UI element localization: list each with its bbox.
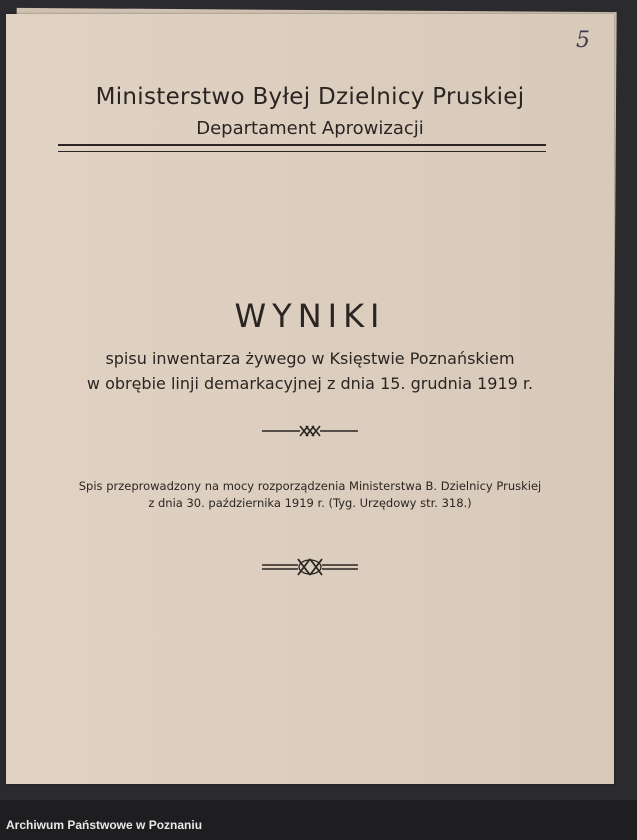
- header-double-rule: [58, 144, 546, 152]
- subtitle-line-1: spisu inwentarza żywego w Księstwie Poznańskiem: [105, 349, 515, 368]
- ministry-name: Ministerstwo Byłej Dzielnicy Pruskiej: [95, 84, 525, 110]
- document-note: [6, 478, 614, 512]
- ornament-knot-icon: [6, 557, 614, 581]
- subtitle-line-2: w obrębie linji demarkacyjnej z dnia 15. grudnia 1919 r.: [86, 374, 534, 393]
- ornament-divider-icon: [6, 423, 614, 442]
- letterhead: [6, 84, 614, 139]
- document-subtitle: [6, 346, 614, 396]
- note-line-2: z dnia 30. października 1919 r. (Tyg. Urzędowy str. 318.): [148, 496, 472, 510]
- document-page: [6, 14, 614, 784]
- archive-label: Archiwum Państwowe w Poznaniu: [6, 818, 203, 832]
- department-name: Departament Aprowizacji: [196, 118, 424, 139]
- archive-footer: [0, 800, 637, 840]
- page-number: 5: [576, 28, 590, 53]
- note-line-1: Spis przeprowadzony na mocy rozporządzenia Ministerstwa B. Dzielnicy Pruskiej: [78, 479, 542, 493]
- document-title: WYNIKI: [234, 297, 386, 335]
